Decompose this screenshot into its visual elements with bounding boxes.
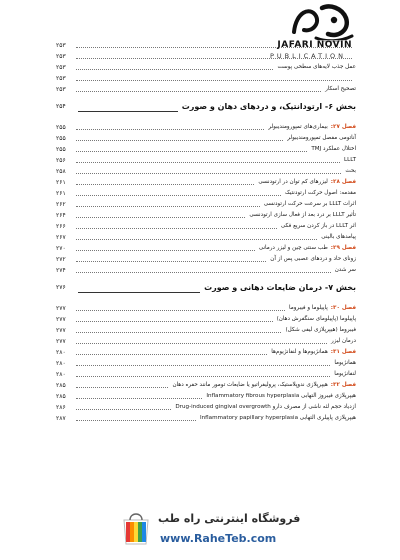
toc-entry[interactable] [56,265,356,276]
toc-entry[interactable] [56,402,356,413]
page-number: ۲۶۶ [56,223,66,230]
entry-title: سر شدن [334,267,356,273]
leader-dots [76,343,327,344]
toc-entry[interactable] [56,177,356,188]
entry-label [262,199,356,210]
page-number: ۲۵۸ [56,168,66,175]
entry-title: همانژیوم‌ها و لنفانژیوم‌ها [271,349,328,355]
entry-label [204,391,356,402]
entry-title: عمل جذب لایه‌های سطحی پوست [277,64,356,70]
toc-entry[interactable] [56,51,356,62]
leader-dots [76,310,285,311]
entry-label [319,232,356,243]
entry-title: تأثیر LLLT بر درد بعد از فعال سازی ارتودنسی [249,212,356,218]
entry-label [332,358,356,369]
page-number: ۲۵۳ [56,53,66,60]
entry-label [198,413,356,424]
toc-entry[interactable] [56,133,356,144]
entry-title: لنفانژیوما [334,371,356,377]
entry-label [283,325,356,336]
entry-label [266,122,356,133]
leader-dots [76,162,340,163]
toc-section-heading[interactable] [56,99,356,115]
leader-dots [76,409,171,410]
entry-label [268,254,356,265]
page-number: ۲۵۵ [56,146,66,153]
entry-title: تصحیح اسکار [325,86,356,92]
page-number: ۲۵۳ [56,75,66,82]
entry-label [257,243,356,254]
page-number: ۲۶۲ [56,201,66,208]
page-number: ۲۶۱ [56,190,66,197]
publisher-logo-mark [286,2,356,44]
entry-title: بحث [345,168,356,174]
leader-dots [76,91,321,92]
entry-label [343,166,356,177]
page-number: ۲۷۰ [56,245,66,252]
toc-entry[interactable] [56,413,356,424]
leader-dots [76,398,202,399]
page-number: ۲۸۵ [56,393,66,400]
entry-label [269,347,356,358]
page-number: ۲۷۷ [56,327,66,334]
entry-label [170,380,356,391]
entry-label [342,155,356,166]
entry-label [247,210,356,221]
store-url[interactable]: www.RaheTeb.com [160,532,277,545]
entry-title: هیپرپلازی فیبروز التهابی Inflammatory fibrous hyperplasia [206,393,356,399]
page-number: ۲۵۵ [56,135,66,142]
page-number: ۲۸۰ [56,360,66,367]
leader-dots [76,387,168,388]
toc-entry[interactable] [56,314,356,325]
chapter-number: فصل ۲۸: [330,179,356,185]
leader-dots [76,272,331,273]
publisher-subtitle: PUBLICATION [269,52,346,60]
entry-label [279,221,356,232]
page-number: ۲۷۲ [56,256,66,263]
page-number: ۲۵۳ [56,86,66,93]
leader-dots [76,195,281,196]
publisher-name: JAFARI NOVIN [277,40,352,50]
chapter-number: فصل ۲۷: [330,124,356,130]
entry-title: آناتومی مفصل تمپورومندیبولر [287,135,356,141]
leader-dots [76,261,266,262]
toc-entry[interactable] [56,199,356,210]
toc-entry[interactable] [56,303,356,314]
page-number: ۲۸۷ [56,415,66,422]
page-number: ۲۵۳ [56,42,66,49]
entry-title: بیماری‌های تمپورومندیبولر [268,124,328,130]
leader-dots [76,140,283,141]
chapter-number: فصل ۲۹: [330,245,356,251]
page-number: ۲۷۷ [56,316,66,323]
shopping-bag-icon [118,506,154,546]
toc-entry[interactable] [56,62,356,73]
toc-entry[interactable] [56,221,356,232]
leader-dots [76,184,254,185]
toc-entry[interactable] [56,391,356,402]
page-number: ۲۷۷ [56,338,66,345]
toc-entry[interactable] [56,210,356,221]
entry-title: فیبروما (هیپرپلازی لیفی شکل) [285,327,356,333]
entry-title: اثرات LLLT بر سرعت حرکت ارتودنسی [263,201,356,207]
leader-dots [76,129,264,130]
leader-dots [76,69,273,70]
entry-label [283,188,356,199]
entry-title: هیپرپلازی پاپیلری التهابی Inflammatory papillary hyperplasia [199,415,356,421]
toc-entry[interactable] [56,254,356,265]
entry-title: همانژیوما [334,360,356,366]
toc-entry[interactable] [56,347,356,358]
entry-label [275,314,356,325]
toc-entry[interactable] [56,73,356,84]
entry-label [329,336,356,347]
toc-section-heading[interactable] [56,280,356,296]
entry-title: پیامدهای بالینی [321,234,356,240]
leader-dots [76,151,307,152]
entry-title: پاپیلوما و فیبروما [289,305,328,311]
entry-title: زونای حاد و دردهای عصبی پس از آن [270,256,356,262]
page-number: ۲۵۳ [56,64,66,71]
leader-dots [76,332,281,333]
table-of-contents [56,40,356,424]
page-number: ۲۷۷ [56,305,66,312]
leader-dots [76,217,245,218]
entry-label [285,133,356,144]
entry-label [333,265,356,276]
page-number: ۲۷۴ [56,267,66,274]
toc-entry[interactable] [56,243,356,254]
leader-dots [76,206,260,207]
page-number: ۲۵۶ [56,157,66,164]
page-number: ۲۸۰ [56,371,66,378]
page-number: ۲۸۰ [56,349,66,356]
entry-title: طب سنتی چین و لیزر درمانی [258,245,328,251]
entry-title: پاپیلوما (پاپیلومای سنگفرش دهان) [276,316,356,322]
entry-title: مقدمه: اصول حرکت ارتودنتیک [284,190,356,196]
toc-entry[interactable] [56,40,356,51]
toc-entry[interactable] [56,188,356,199]
leader-dots [76,80,352,81]
toc-entry[interactable] [56,166,356,177]
leader-dots [76,250,255,251]
toc-entry[interactable] [56,358,356,369]
page-number: ۲۶۱ [56,179,66,186]
toc-entry[interactable] [56,122,356,133]
toc-entry[interactable] [56,336,356,347]
toc-entry[interactable] [56,325,356,336]
store-watermark [0,500,400,560]
chapter-number: فصل ۳۲: [330,382,356,388]
entry-label [287,303,356,314]
leader-dots [76,420,196,421]
toc-entry[interactable] [56,380,356,391]
leader-dots [76,321,273,322]
entry-label [275,62,356,73]
page-number: ۲۵۵ [56,124,66,131]
section-title: بخش ۷- درمان ضایعات دهانی و صورت [204,283,356,292]
leader-dots [76,58,352,59]
leader-line [78,292,200,293]
entry-title: لیزرهای کم توان در ارتودنسی [258,179,328,185]
page-number: ۲۶۴ [56,212,66,219]
entry-title: LLLT [344,157,356,163]
toc-entry[interactable] [56,232,356,243]
leader-dots [76,354,267,355]
store-name: فروشگاه اینترنتی راه طب [158,512,301,525]
entry-title: اختلال عملکرد TMJ [311,146,356,152]
section-title: بخش ۶- ارتودانتیک، و دردهای دهان و صورت [181,102,356,111]
leader-dots [76,376,330,377]
entry-title: درمان لیزر [331,338,356,344]
page-number: ۲۷۶ [56,284,66,291]
leader-dots [76,228,277,229]
page-number: ۲۸۶ [56,404,66,411]
page-number: ۲۸۵ [56,382,66,389]
toc-entry[interactable] [56,155,356,166]
chapter-number: فصل ۳۰: [330,305,356,311]
toc-entry[interactable] [56,144,356,155]
leader-line [78,111,178,112]
entry-label [332,369,356,380]
leader-dots [76,173,341,174]
entry-label [256,177,356,188]
chapter-number: فصل ۳۱: [330,349,356,355]
page-number: ۲۶۷ [56,234,66,241]
entry-title: اثر LLLT در باز کردن سریع فکی [280,223,356,229]
entry-title: هیپرپلازی ندوپلاستیک، پرولیفراتیو یا ضایعات تومور مانند حفره دهان [172,382,328,388]
page-number: ۲۵۴ [56,103,66,110]
entry-title: ازدیاد حجم لثه ناشی از مصرف دارو Drug-induced gingival overgrowth [175,404,356,410]
leader-dots [76,365,330,366]
leader-dots [76,239,317,240]
entry-label [173,402,356,413]
toc-entry[interactable] [56,369,356,380]
toc-entry[interactable] [56,84,356,95]
entry-label [309,144,356,155]
entry-label [323,84,356,95]
leader-dots [76,47,352,48]
